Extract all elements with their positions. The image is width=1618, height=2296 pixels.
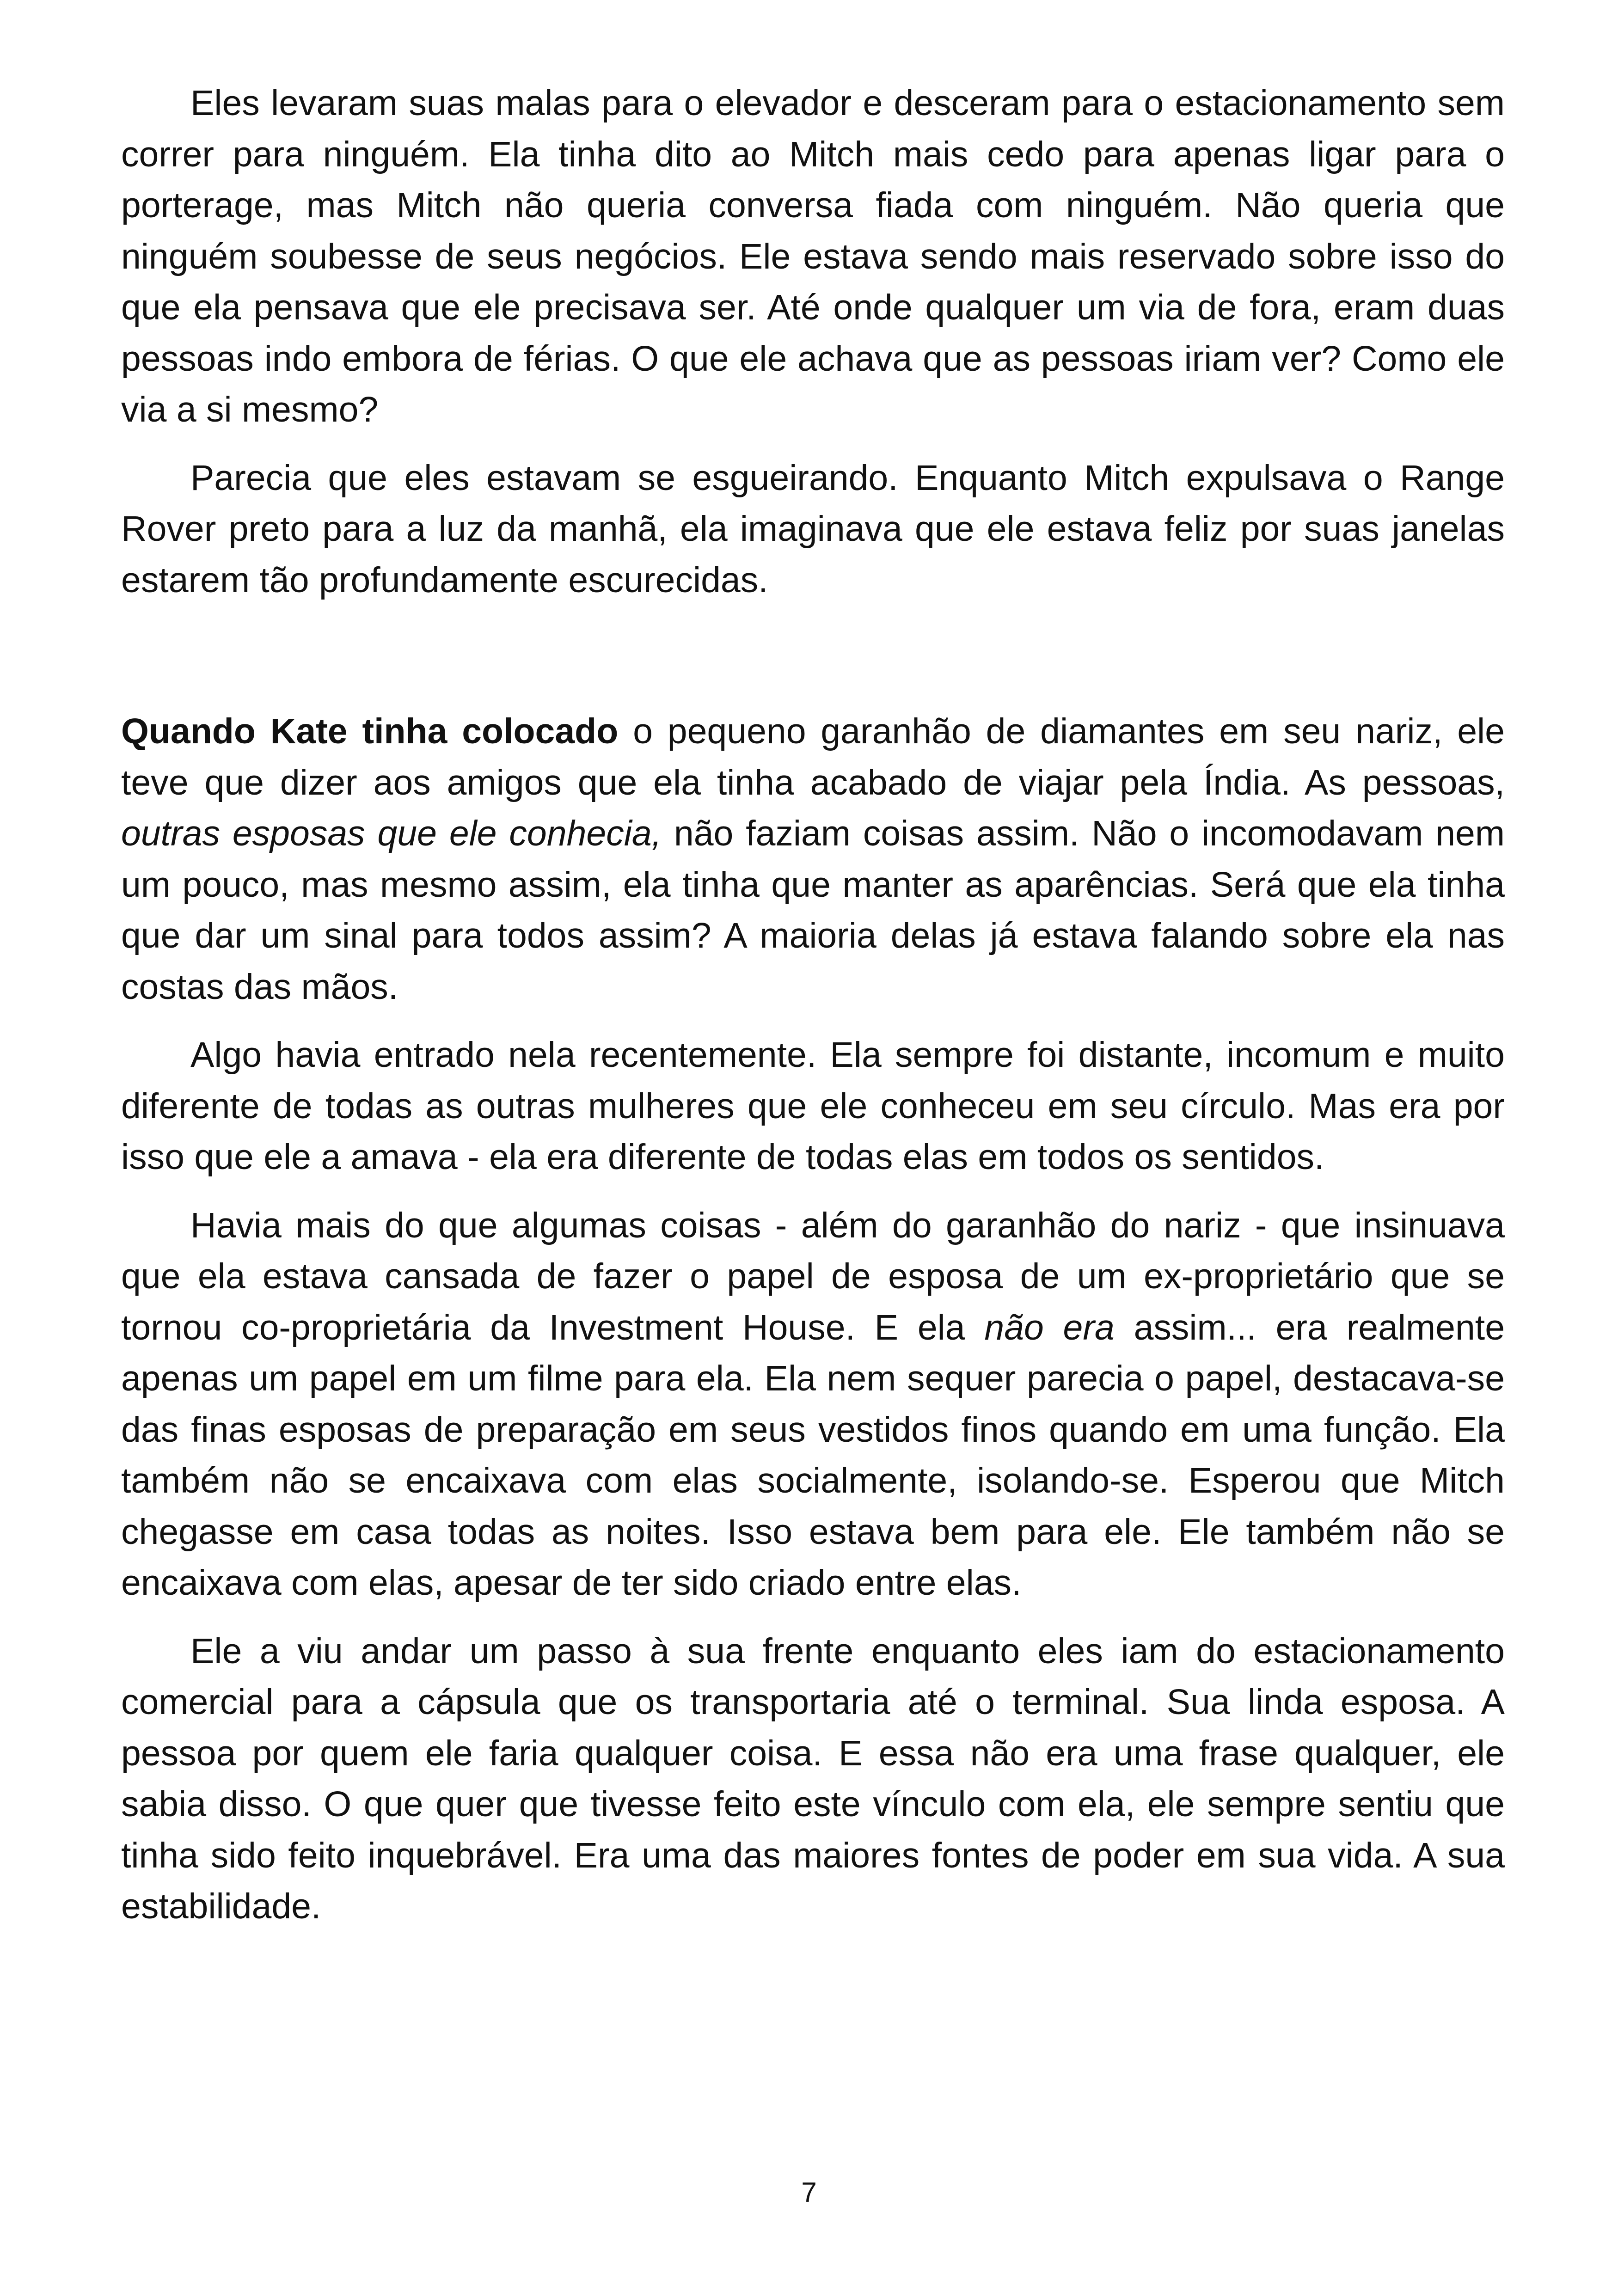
paragraph-6: Ele a viu andar um passo à sua frente enquanto eles iam do estacionamento comercial para a cápsula que os transportaria até o terminal. Sua linda esposa. A pessoa por quem ele faria qualquer coisa. E essa não era uma frase qualquer, ele sabia disso. O que quer que tivesse feito este vínculo com ela, ele sempre sentiu que tinha sido feito inquebrável. Era uma das maiores fontes de poder em sua vida. A sua estabilidade. xyxy=(121,1631,1505,1926)
paragraph-1: Eles levaram suas malas para o elevador e desceram para o estacionamento sem correr para ninguém. Ela tinha dito ao Mitch mais cedo para apenas ligar para o porterage, mas Mitch não queria conversa fiada com ninguém. Não queria que ninguém soubesse de seus negócios. Ele estava sendo mais reservado sobre isso do que ela pensava que ele precisava ser. Até onde qualquer um via de fora, eram duas pessoas indo embora de férias. O que ele achava que as pessoas iriam ver? Como ele via a si mesmo? xyxy=(121,83,1505,429)
paragraph-spacer xyxy=(121,435,1505,453)
scene-lead-in: Quando Kate tinha colocado xyxy=(121,711,619,751)
paragraph-3 xyxy=(121,706,1505,1012)
page-body xyxy=(121,78,1505,1932)
paragraph-4: Algo havia entrado nela recentemente. Ela sempre foi distante, incomum e muito diferente de todas as outras mulheres que ele conheceu em seu círculo. Mas era por isso que ele a amava - ela era diferente de todas elas em todos os sentidos. xyxy=(121,1035,1505,1177)
page-number: 7 xyxy=(801,2177,817,2208)
scene-break xyxy=(121,606,1505,706)
paragraph-3-text-b: não faziam coisas assim. Não o incomodavam nem um pouco, mas mesmo assim, ela tinha que manter as aparências. Será que ela tinha que dar um sinal para todos assim? A maioria delas já estava falando sobre ela nas costas das mãos. xyxy=(121,814,1505,1007)
paragraph-spacer xyxy=(121,1609,1505,1626)
paragraph-3-italic: outras esposas que ele conhecia, xyxy=(121,814,662,853)
paragraph-5-text-b: assim... era realmente apenas um papel em um filme para ela. Ela nem sequer parecia o papel, destacava-se das finas esposas de preparação em seus vestidos finos quando em uma função. Ela também não se encaixava com elas socialmente, isolando-se. Esperou que Mitch chegasse em casa todas as noites. Isso estava bem para ele. Ele também não se encaixava com elas, apesar de ter sido criado entre elas. xyxy=(121,1307,1505,1603)
paragraph-3-text-a: o pequeno garanhão de diamantes em seu nariz, ele teve que dizer aos amigos que ela tinha acabado de viajar pela Índia. As pessoas, xyxy=(121,711,1505,802)
paragraph-spacer xyxy=(121,1183,1505,1200)
paragraph-5-text-a: Havia mais do que algumas coisas - além do garanhão do nariz - que insinuava que ela estava cansada de fazer o papel de esposa de um ex-proprietário que se tornou co-proprietária da Investment House. E ela xyxy=(121,1205,1505,1347)
paragraph-5 xyxy=(121,1200,1505,1609)
paragraph-2: Parecia que eles estavam se esgueirando. Enquanto Mitch expulsava o Range Rover preto para a luz da manhã, ela imaginava que ele estava feliz por suas janelas estarem tão profundamente escurecidas. xyxy=(121,458,1505,600)
paragraph-spacer xyxy=(121,1012,1505,1029)
paragraph-5-italic: não era xyxy=(984,1307,1115,1347)
